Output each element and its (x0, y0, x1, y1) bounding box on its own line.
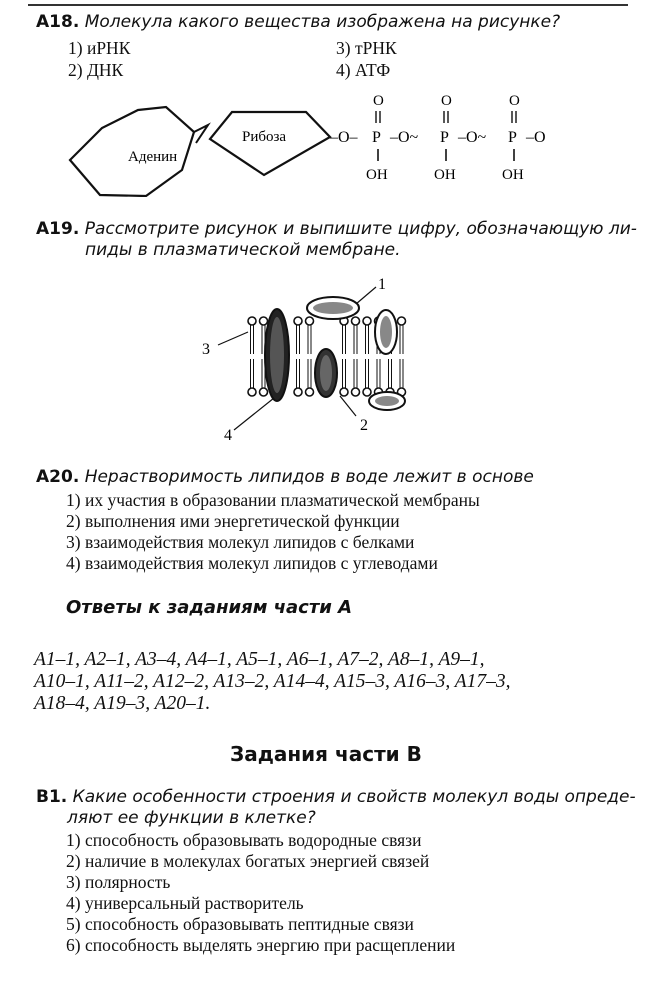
protein-inner-fill (320, 355, 332, 391)
chain-p2: P (440, 129, 449, 146)
phosphate3-hydroxyl: OH (502, 167, 524, 183)
lipid-tail-upper (308, 325, 311, 354)
label-2: 2 (360, 417, 368, 434)
ribose-label: Рибоза (242, 129, 287, 145)
lipid-head-upper (248, 317, 256, 325)
phosphate2-oxygen: O (441, 93, 452, 109)
part-b-heading: Задания части В (230, 742, 422, 766)
option-a20-2: 2) выполнения ими энергетической функции (66, 511, 400, 531)
phosphate3-oxygen: O (509, 93, 520, 109)
single-bonds (378, 149, 514, 161)
lipid-tail-lower (389, 359, 392, 388)
answers-line-1: A1–1, A2–1, A3–4, A4–1, A5–1, A6–1, A7–2, A8–1, A9–1, (34, 649, 485, 670)
question-text-line1: Рассмотрите рисунок и выпишите цифру, обозначающую ли- (84, 219, 637, 239)
transmembrane-protein-texture (270, 317, 284, 393)
atp-molecule-diagram (0, 85, 661, 197)
lipid-tail-lower (297, 359, 300, 388)
lipid-tail-lower (251, 359, 254, 388)
answers-line-2: A10–1, A11–2, A12–2, A13–2, A14–4, A15–3, A16–3, A17–3, (34, 671, 511, 692)
phosphate1-oxygen: O (373, 93, 384, 109)
chain-p3: P (508, 129, 517, 146)
lipid-tail-lower (354, 359, 357, 388)
question-number: A19. (36, 219, 80, 239)
chain-o3: –O~ (458, 129, 487, 146)
question-text-line2: пиды в плазматической мембране. (85, 240, 401, 260)
question-number: B1. (36, 787, 68, 807)
option-b1-1: 1) способность образовывать водородные связи (66, 830, 422, 850)
adenine-ribose-bond (194, 125, 208, 143)
question-text-line2: ляют ее функции в клетке? (67, 808, 316, 828)
option-b1-2: 2) наличие в молекулах богатых энергией связей (66, 851, 430, 871)
option-a18-1: 1) иРНК (68, 38, 131, 58)
phosphate1-hydroxyl: OH (366, 167, 388, 183)
protein-top-fill (313, 302, 353, 314)
lipid-head-upper (306, 317, 314, 325)
option-b1-3: 3) полярность (66, 872, 171, 892)
option-a18-4: 4) АТФ (336, 60, 391, 80)
question-a19 (36, 219, 637, 239)
lipid-head-upper (260, 317, 268, 325)
option-a20-1: 1) их участия в образовании плазматической мембраны (66, 490, 480, 510)
lipid-head-lower (294, 388, 302, 396)
answers-line-3: A18–4, A19–3, A20–1. (34, 693, 211, 714)
question-text: Нерастворимость липидов в воде лежит в основе (84, 467, 534, 487)
lipid-head-lower (260, 388, 268, 396)
lipid-head-lower (306, 388, 314, 396)
option-a20-3: 3) взаимодействия молекул липидов с белками (66, 532, 415, 552)
option-b1-6: 6) способность выделять энергию при расщеплении (66, 935, 456, 955)
answers-heading: Ответы к заданиям части А (66, 597, 353, 618)
lipid-tail-upper (400, 325, 403, 354)
chain-o1: –O– (330, 129, 358, 146)
lipid-head-upper (398, 317, 406, 325)
lipid-tail-lower (377, 359, 380, 388)
question-a18 (36, 12, 560, 32)
option-b1-4: 4) универсальный растворитель (66, 893, 304, 913)
label-4: 4 (224, 427, 232, 444)
top-rule (28, 4, 628, 6)
question-text: Молекула какого вещества изображена на рисунке? (84, 12, 561, 32)
protein-right-fill (380, 316, 392, 348)
lipid-head-upper (352, 317, 360, 325)
lipid-tail-upper (297, 325, 300, 354)
adenine-label: Аденин (128, 149, 178, 165)
question-a20 (36, 467, 534, 487)
chain-p1: P (372, 129, 381, 146)
membrane-diagram (190, 270, 420, 450)
lipid-head-lower (340, 388, 348, 396)
option-b1-5: 5) способность образовывать пептидные связи (66, 914, 414, 934)
lipid-head-upper (294, 317, 302, 325)
option-a18-2: 2) ДНК (68, 60, 124, 80)
question-number: A18. (36, 12, 80, 32)
lipid-head-upper (363, 317, 371, 325)
label-3: 3 (202, 341, 210, 358)
lipid-head-lower (352, 388, 360, 396)
lipid-tail-lower (400, 359, 403, 388)
option-a20-4: 4) взаимодействия молекул липидов с углеводами (66, 553, 438, 573)
lipid-tail-upper (366, 325, 369, 354)
label-1: 1 (378, 276, 386, 293)
lipid-tail-upper (343, 325, 346, 354)
lipid-tail-upper (251, 325, 254, 354)
lipid-head-lower (363, 388, 371, 396)
chain-o4: –O (526, 129, 546, 146)
option-a18-3: 3) тРНК (336, 38, 397, 58)
question-number: A20. (36, 467, 80, 487)
phosphate2-hydroxyl: OH (434, 167, 456, 183)
lipid-tail-upper (354, 325, 357, 354)
lipid-head-lower (248, 388, 256, 396)
double-bonds (376, 111, 516, 123)
lipid-tail-lower (343, 359, 346, 388)
protein-bottom-fill (375, 396, 399, 406)
chain-o2: –O~ (390, 129, 419, 146)
lipid-tail-lower (366, 359, 369, 388)
lipid-tail-lower (308, 359, 311, 388)
question-text-line1: Какие особенности строения и свойств молекул воды опреде- (72, 787, 636, 807)
question-b1 (36, 787, 636, 807)
